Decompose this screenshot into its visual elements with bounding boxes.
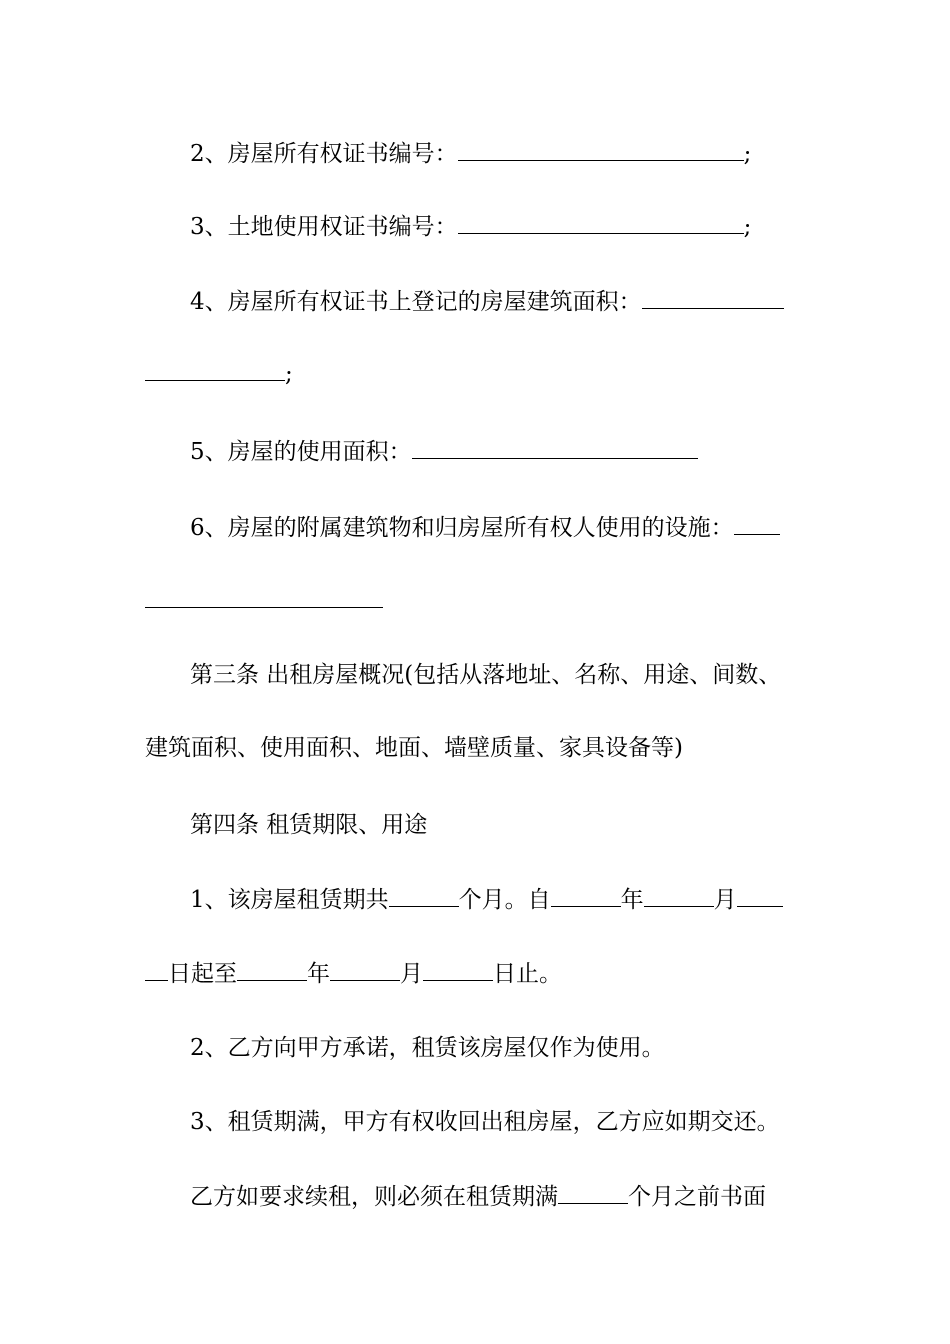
clause-text: 第三条 出租房屋概况(包括从落地址、名称、用途、间数、 [190, 662, 782, 688]
fill-blank [734, 512, 780, 535]
clause-facilities-cont [145, 585, 383, 616]
clause-text: 年 [307, 961, 330, 987]
clause-text: 建筑面积、使用面积、地面、墙壁质量、家具设备等) [145, 735, 683, 761]
clause-ownership-cert-no [190, 138, 751, 169]
clause-lease-expiry [190, 1107, 780, 1137]
clause-text: 年 [620, 887, 644, 913]
fill-blank [145, 585, 383, 608]
clause-text: 第四条 租赁期限、用途 [190, 812, 428, 838]
clause-end: ; [743, 141, 752, 167]
clause-text: 3、租赁期满，甲方有权收回出租房屋，乙方应如期交还。 [190, 1109, 780, 1135]
clause-text: 日起至 [168, 961, 237, 987]
clause-usable-area [190, 436, 698, 467]
clause-text: 月 [400, 961, 423, 987]
fill-blank [423, 958, 493, 981]
clause-text: 5、房屋的使用面积： [190, 439, 412, 465]
fill-blank [558, 1181, 628, 1204]
clause-text: 乙方如要求续租，则必须在租赁期满 [190, 1184, 558, 1210]
fill-blank [458, 211, 744, 234]
clause-text: 2、乙方向甲方承诺，租赁该房屋仅作为使用。 [190, 1035, 665, 1061]
article-three-cont [145, 733, 683, 763]
article-three-heading [190, 660, 781, 690]
fill-blank [389, 884, 459, 907]
clause-text: 个月。自 [458, 887, 551, 913]
clause-end: ; [285, 361, 293, 387]
fill-blank [412, 436, 698, 459]
clause-tenant-promise [190, 1033, 665, 1063]
clause-renewal [190, 1181, 766, 1212]
clause-end: ; [743, 214, 752, 240]
clause-land-cert-no [190, 211, 751, 242]
clause-text: 1、该房屋租赁期共 [190, 887, 389, 913]
fill-blank [737, 884, 783, 907]
clause-text: 3、土地使用权证书编号： [190, 214, 458, 240]
clause-text: 2、房屋所有权证书编号： [190, 141, 458, 167]
fill-blank [330, 958, 400, 981]
clause-text: 月 [713, 887, 737, 913]
fill-blank [644, 884, 714, 907]
clause-text: 个月之前书面 [628, 1184, 766, 1210]
fill-blank [458, 138, 744, 161]
fill-blank [237, 958, 307, 981]
clause-lease-term [190, 884, 783, 915]
clause-building-area-cont [145, 358, 293, 389]
clause-facilities [190, 512, 780, 543]
clause-building-area [190, 286, 784, 317]
clause-text: 6、房屋的附属建筑物和归房屋所有权人使用的设施： [190, 515, 734, 541]
article-four-heading [190, 810, 427, 840]
clause-lease-term-cont [145, 958, 562, 989]
clause-text: 日止。 [493, 961, 562, 987]
fill-blank [642, 286, 784, 309]
fill-blank [145, 358, 285, 381]
fill-blank [145, 958, 168, 981]
clause-text: 4、房屋所有权证书上登记的房屋建筑面积： [190, 289, 642, 315]
fill-blank [551, 884, 621, 907]
